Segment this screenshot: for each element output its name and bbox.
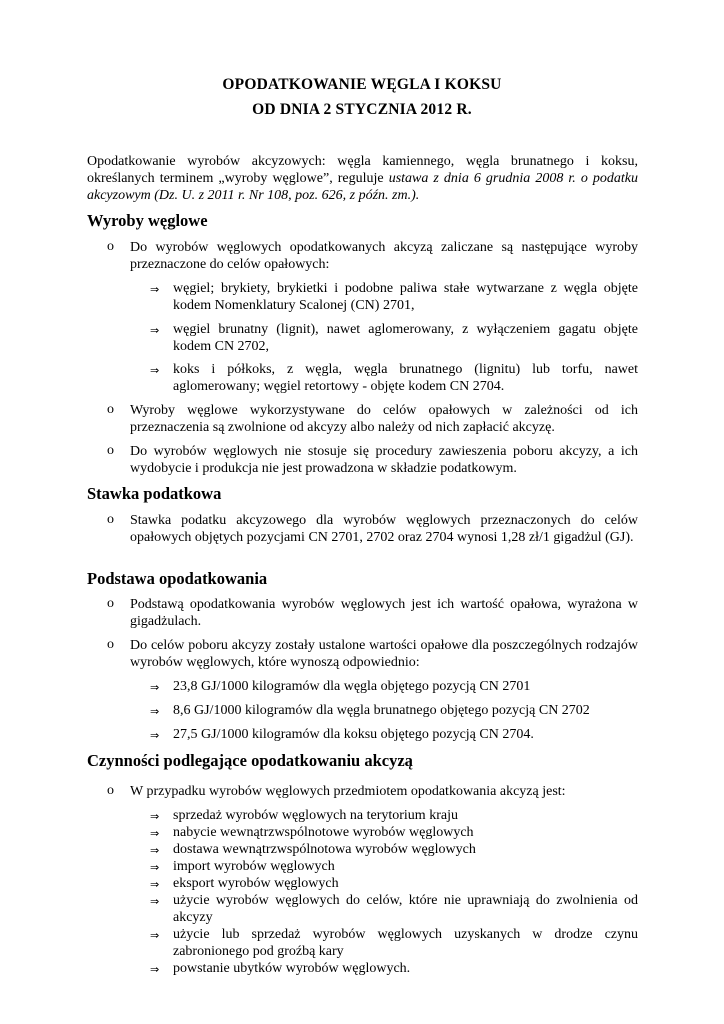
- circle-bullet-icon: o: [107, 402, 114, 417]
- intro-paragraph: [87, 153, 638, 204]
- circle-bullet-icon: o: [107, 783, 114, 798]
- title-line-2: OD DNIA 2 STYCZNIA 2012 R.: [252, 101, 472, 118]
- list-item: nabycie wewnątrzwspólnotowe wyrobów węglowych: [173, 825, 474, 840]
- arrow-bullet-icon: ⇒: [150, 963, 160, 976]
- circle-bullet-icon: o: [107, 443, 114, 458]
- bullet-text: Stawka podatku akcyzowego dla wyrobów węglowych przeznaczonych do celów opałowych objętych pozycjami CN 2701, 2702 oraz 2704 wynosi 1,28 zł/1 gigadżul (GJ).: [130, 513, 638, 545]
- list-item: użycie lub sprzedaż wyrobów węglowych uzyskanych w drodze czynu zabronionego pod groźbą kary: [173, 927, 638, 959]
- list-item: eksport wyrobów węglowych: [173, 876, 339, 891]
- circle-bullet-icon: o: [107, 637, 114, 652]
- bullet-text: Do celów poboru akcyzy zostały ustalone wartości opałowe dla poszczególnych rodzajów wyrobów węglowych, które wynoszą odpowiednio:: [130, 638, 638, 670]
- list-item: dostawa wewnątrzwspólnotowa wyrobów węglowych: [173, 842, 476, 857]
- circle-bullet-icon: o: [107, 512, 114, 527]
- arrow-bullet-icon: ⇒: [150, 810, 160, 823]
- arrow-bullet-icon: ⇒: [150, 283, 160, 296]
- arrow-bullet-icon: ⇒: [150, 324, 160, 337]
- arrow-bullet-icon: ⇒: [150, 705, 160, 718]
- title-line-1: OPODATKOWANIE WĘGLA I KOKSU: [222, 76, 502, 93]
- arrow-item-text: 23,8 GJ/1000 kilogramów dla węgla objętego pozycją CN 2701: [173, 679, 531, 694]
- list-item: import wyrobów węglowych: [173, 859, 335, 874]
- arrow-item-text: węgiel brunatny (lignit), nawet aglomerowany, z wyłączeniem gagatu objęte kodem CN 2702,: [173, 322, 638, 354]
- arrow-bullet-icon: ⇒: [150, 364, 160, 377]
- circle-bullet-icon: o: [107, 596, 114, 611]
- bullet-text: Do wyrobów węglowych opodatkowanych akcyzą zaliczane są następujące wyroby przeznaczone do celów opałowych:: [130, 240, 638, 272]
- arrow-item-text: węgiel; brykiety, brykietki i podobne paliwa stałe wytwarzane z węgla objęte kodem Nomenklatury Scalonej (CN) 2701,: [173, 281, 638, 313]
- arrow-bullet-icon: ⇒: [150, 844, 160, 857]
- bullet-text: Do wyrobów węglowych nie stosuje się procedury zawieszenia poboru akcyzy, a ich wydobycie i produkcja nie jest prowadzona w składzie podatkowym.: [130, 444, 638, 476]
- arrow-bullet-icon: ⇒: [150, 681, 160, 694]
- section-heading-podstawa: Podstawa opodatkowania: [87, 569, 268, 588]
- bullet-text: W przypadku wyrobów węglowych przedmiotem opodatkowania akcyzą jest:: [130, 784, 566, 799]
- arrow-item-text: 27,5 GJ/1000 kilogramów dla koksu objętego pozycją CN 2704.: [173, 727, 534, 742]
- bullet-text: Podstawą opodatkowania wyrobów węglowych jest ich wartość opałowa, wyrażona w gigadżulach.: [130, 597, 638, 629]
- arrow-bullet-icon: ⇒: [150, 729, 160, 742]
- list-item: powstanie ubytków wyrobów węglowych.: [173, 961, 411, 976]
- arrow-bullet-icon: ⇒: [150, 827, 160, 840]
- list-item: użycie wyrobów węglowych do celów, które nie uprawniają do zwolnienia od akcyzy: [173, 893, 638, 925]
- intro-legal-reference: ustawa z dnia 6 grudnia 2008 r. o podatku akcyzowym (Dz. U. z 2011 r. Nr 108, poz. 626, z późn. zm.).: [87, 171, 638, 203]
- arrow-item-text: 8,6 GJ/1000 kilogramów dla węgla brunatnego objętego pozycją CN 2702: [173, 703, 590, 718]
- arrow-bullet-icon: ⇒: [150, 861, 160, 874]
- section-heading-stawka: Stawka podatkowa: [87, 484, 222, 503]
- circle-bullet-icon: o: [107, 239, 114, 254]
- list-item: sprzedaż wyrobów węglowych na terytorium kraju: [173, 808, 458, 823]
- arrow-bullet-icon: ⇒: [150, 895, 160, 908]
- arrow-bullet-icon: ⇒: [150, 878, 160, 891]
- section-heading-wyroby: Wyroby węglowe: [87, 211, 208, 230]
- arrow-bullet-icon: ⇒: [150, 929, 160, 942]
- arrow-item-text: koks i półkoks, z węgla, węgla brunatnego (lignitu) lub torfu, nawet aglomerowany; węgiel retortowy - objęte kodem CN 2704.: [173, 362, 638, 394]
- intro-text: Opodatkowanie wyrobów akcyzowych: węgla kamiennego, węgla brunatnego i koksu, określanych terminem „wyroby węglowe”, reguluje: [87, 154, 638, 186]
- bullet-text: Wyroby węglowe wykorzystywane do celów opałowych w zależności od ich przeznaczenia są zwolnione od akcyzy albo należy od nich zapłacić akcyzę.: [130, 403, 638, 435]
- section-heading-czynnosci: Czynności podlegające opodatkowaniu akcyzą: [87, 751, 413, 770]
